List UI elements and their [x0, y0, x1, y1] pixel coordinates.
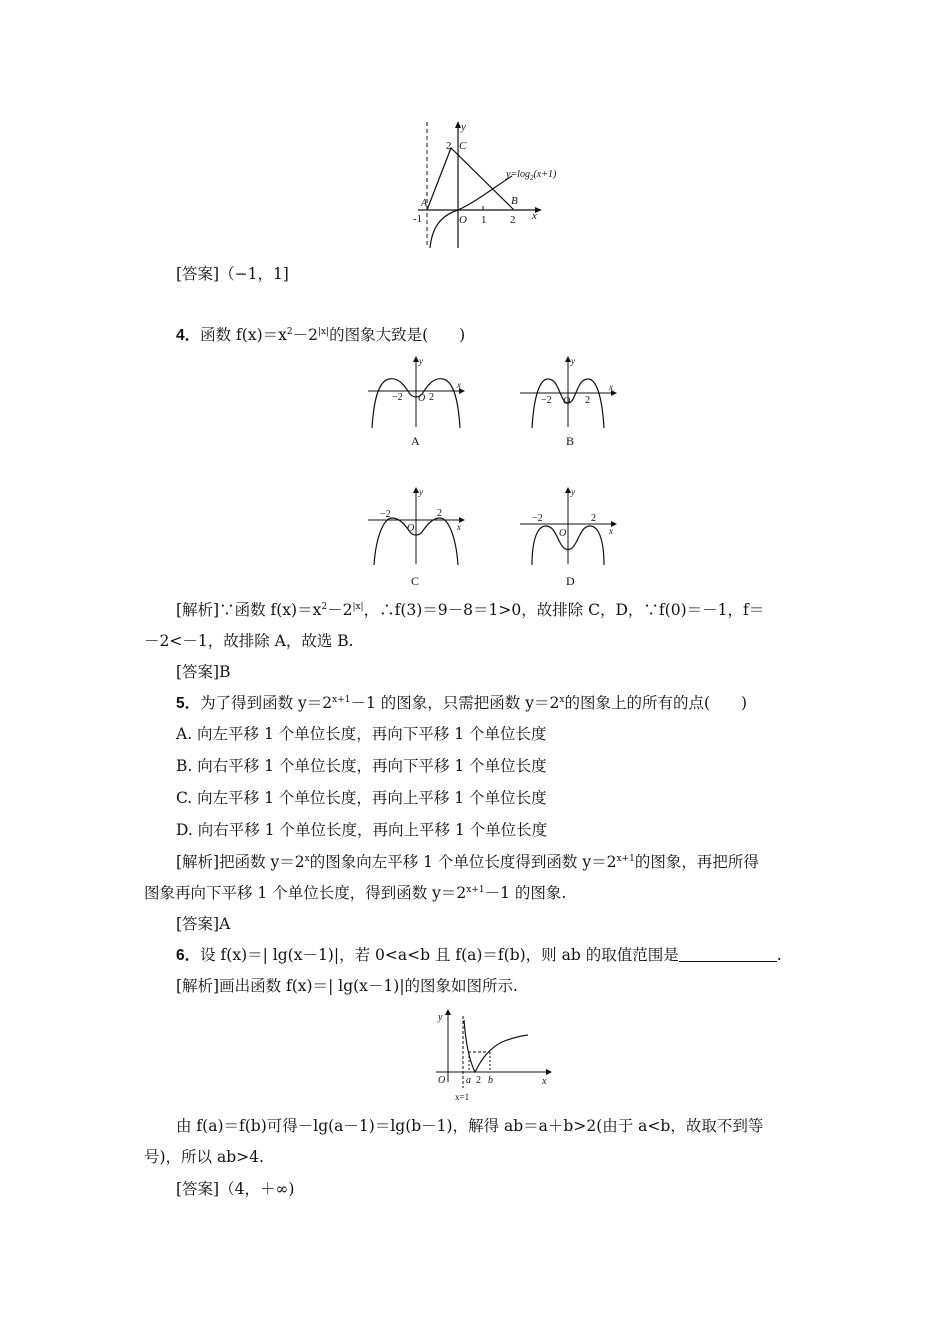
- answer-blank: [679, 947, 777, 962]
- solution-5-line2: 图象再向下平移 1 个单位长度，得到函数 $y=2^{x+1}-1$ 的图象.: [144, 884, 567, 902]
- option-5b: B. 向右平移 1 个单位长度，再向下平移 1 个单位长度: [176, 757, 547, 775]
- fig1-x-label: x: [532, 210, 537, 222]
- solution-5-line1: [解析]把函数 $y=2^x$的图象向左平移 1 个单位长度得到函数 $y=2^{x+1}$的图象，再把所得: [176, 853, 759, 871]
- fig6-two: 2: [476, 1075, 481, 1086]
- graph-caption-a: A: [411, 434, 420, 448]
- graph-d-neg2: −2: [532, 513, 543, 524]
- graph-b-two: 2: [585, 395, 590, 406]
- graph-b-neg2: −2: [541, 395, 552, 406]
- graph-c-two: 2: [437, 508, 442, 519]
- graph-c-o: O: [407, 523, 415, 534]
- fig1-neg1: -1: [413, 213, 423, 225]
- fig6-b: b: [488, 1075, 493, 1086]
- fig1-y-label: y: [461, 121, 466, 133]
- graph-caption-c: C: [411, 574, 420, 588]
- graph-a-two: 2: [429, 392, 434, 403]
- graph-a-neg2: −2: [392, 392, 403, 403]
- option-5a: A. 向左平移 1 个单位长度，再向下平移 1 个单位长度: [176, 725, 547, 743]
- figure-abs-lg: [430, 1006, 560, 1106]
- graph-caption-b: B: [566, 434, 575, 448]
- graph-b-y: y: [571, 356, 575, 366]
- graph-d-y: y: [571, 487, 575, 497]
- graph-b-o: O: [563, 396, 571, 407]
- graph-option-b: [518, 355, 618, 430]
- answer-4: [答案]B: [176, 663, 231, 681]
- graph-c-neg2: −2: [380, 509, 391, 520]
- answer-6: [答案]（4，＋∞): [176, 1180, 295, 1198]
- option-5c: C. 向左平移 1 个单位长度，再向上平移 1 个单位长度: [176, 789, 547, 807]
- figure-log-triangle: [408, 118, 588, 258]
- question-5: 5．为了得到函数 $y=2^{x+1}-1$ 的图象，只需把函数 $y=2^x$的图象上的所有的点( ): [176, 694, 748, 712]
- graph-a-x: x: [457, 380, 461, 390]
- graph-d-o: O: [559, 528, 567, 539]
- answer-3: [答案]（−1，1]: [176, 265, 289, 283]
- answer-5: [答案]A: [176, 915, 231, 933]
- graph-option-d: [518, 486, 618, 566]
- fig1-b-label: B: [511, 195, 518, 207]
- graph-caption-d: D: [566, 574, 575, 588]
- graph-c-y: y: [419, 487, 423, 497]
- graph-a-o: O: [418, 393, 426, 404]
- fig6-x: x: [542, 1076, 547, 1087]
- graph-d-x: x: [609, 526, 613, 536]
- fig1-o-label: O: [459, 214, 467, 226]
- fig1-c-label: C: [459, 140, 467, 152]
- fig6-a: a: [466, 1075, 471, 1086]
- graph-b-x: x: [609, 382, 613, 392]
- fig1-two-y: 2: [446, 140, 452, 152]
- solution-4-line2: －2<－1，故排除 A，故选 B.: [144, 632, 354, 650]
- solution-6-line3: 号)，所以 ab>4.: [144, 1148, 264, 1166]
- solution-4-line1: [解析]∵函数 $f(x)=x^2-2^{|x|}$，∴f(3)＝9－8＝1>0，故排除 C，D，∵f(0)＝－1，f＝: [176, 601, 765, 619]
- fig1-curve-label: $y=\log_2(x+1)$: [506, 169, 557, 182]
- fig1-a-label: A: [421, 198, 428, 209]
- graph-option-c: [366, 486, 466, 566]
- fig1-one: 1: [481, 214, 487, 226]
- solution-6-line2: 由 f(a)＝f(b)可得－lg(a－1)＝lg(b－1)，解得 ab＝a＋b>2(由于 a<b，故取不到等: [176, 1117, 764, 1135]
- fig1-two-x: 2: [510, 214, 516, 226]
- solution-6-line1: [解析]画出函数 f(x)＝| lg(x－1)|的图象如图所示.: [176, 977, 518, 995]
- fig6-y: y: [438, 1012, 443, 1023]
- graph-a-y: y: [419, 356, 423, 366]
- graph-c-x: x: [457, 522, 461, 532]
- graph-d-two: 2: [591, 513, 596, 524]
- option-5d: D. 向右平移 1 个单位长度，再向上平移 1 个单位长度: [176, 821, 548, 839]
- fig6-xeq: x=1: [455, 1092, 470, 1102]
- fig6-o: O: [438, 1075, 446, 1086]
- question-4: 4．函数 $f(x)=x^2-2^{|x|}$的图象大致是( ): [176, 326, 466, 344]
- question-6: 6．设 f(x)＝| lg(x－1)|，若 0<a<b 且 f(a)＝f(b)，则 ab 的取值范围是 .: [176, 946, 782, 964]
- graph-option-a: [366, 355, 466, 430]
